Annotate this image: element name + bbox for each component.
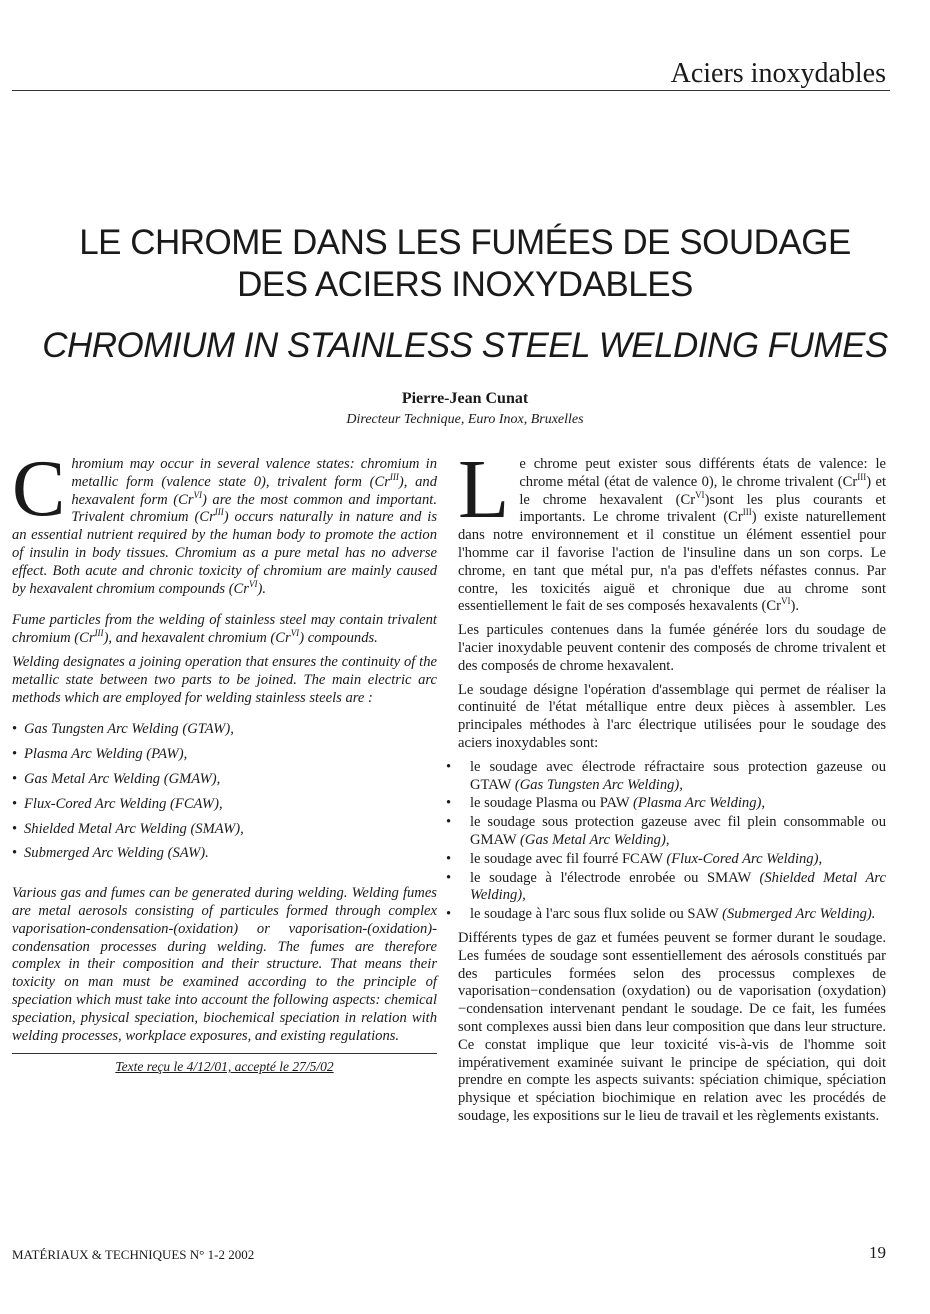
english-paragraph-1: Chromium may occur in several valence states: chromium in metallic form (valence state 0), trivalent form $(Cr^{III})$, and hexavalent form $(Cr^{VI})$ are the most common and important. Trivalent chromium $(Cr^{III})$ occurs naturally in nature and is an essential nutrient required by the human body to promote the action of insulin in body tissues. Chromium as a pure metal has no adverse effect. Both acute and chronic toxicity of chromium are mainly caused by hexavalent chromium compounds $(Cr^{VI})$. [12,445,437,597]
footer-journal: MATÉRIAUX & TECHNIQUES N° 1-2 2002 [12,1247,255,1262]
french-paragraph-1: Le chrome peut exister sous différents états de valence: le chrome métal (état de valence 0), le chrome trivalent $(Cr^{III})$ et le chrome hexavalent $(Cr^{VI})sont$ les plus courants et importants. Le chrome trivalent $(Cr^{III})$ existe naturellement dans notre environnement et il constitue un élément essentiel pour l'homme car il favorise l'action de l'insuline dans un son corps. Le chrome, en tant que métal pur, n'a pas d'effets néfastes connus. Par contre, les toxicités aiguë et chronique due au chrome sont essentiellement le fait de ses composés hexavalents $(Cr^{VI})$. [458,443,886,615]
welding-methods-list-fr [458,759,886,924]
list-item: • le soudage sous protection gazeuse avec fil plein consommable ou GMAW (Gas Metal Arc Welding), [458,814,886,850]
drop-cap: C [12,445,66,533]
list-item: • Gas Metal Arc Welding (GMAW), [12,771,437,789]
english-paragraph-2: Fume particles from the welding of stainless steel may contain trivalent chromium $(Cr^{III})$, and hexavalent chromium $(Cr^{VI})$ compounds. [12,612,437,647]
french-paragraph-3: Le soudage désigne l'opération d'assemblage qui permet de réaliser la continuité de l'état métallique entre deux pièces à assembler. Les principales méthodes à l'arc électrique utilisées pour le soudage des aciers inoxydables sont: [458,681,886,751]
english-paragraph-3: Welding designates a joining operation that ensures the continuity of the metallic state between two parts to be joined. The main electric arc methods which are employed for welding stainless steels are : [12,653,437,706]
title-english: CHROMIUM IN STAINLESS STEEL WELDING FUMES [42,326,888,365]
french-paragraph-4: Différents types de gaz et fumées peuvent se former durant le soudage. Les fumées de soudage sont essentiellement des aérosols constitués par des particules formées selon des processus complexes de vaporisation−condensation (oxydation) ou de vaporisation (oxydation)−condensation intervenant pendant le soudage. De ce fait, les fumées sont complexes aussi bien dans leur composition que dans leur structure. Ce constat implique que leur toxicité vis-à-vis de l'homme soit impérativement examinée suivant le principe de spéciation, qui doit prendre en compte les aspects suivants: spéciation chimique, spéciation physique et spéciation biochimique en relation avec les procédés de soudage, les expositions sur le lieu de travail et les règlements existants. [458,929,886,1124]
title-french [0,222,930,306]
list-item: • le soudage à l'arc sous flux solide ou SAW (Submerged Arc Welding). [458,906,886,924]
author-name: Pierre-Jean Cunat [401,390,529,407]
title-french-line-1: LE CHROME DANS LES FUMÉES DE SOUDAGE [79,223,851,262]
list-item: • le soudage avec électrode réfractaire sous protection gazeuse ou GTAW (Gas Tungsten Arc Welding), [458,759,886,795]
french-column [458,443,886,1132]
list-item: • Gas Tungsten Arc Welding (GTAW), [12,721,437,739]
list-item: • Submerged Arc Welding (SAW). [12,845,437,863]
received-date: Texte reçu le 4/12/01, accepté le 27/5/02 [12,1053,437,1076]
english-column [12,445,437,1076]
title-french-line-2: DES ACIERS INOXYDABLES [237,265,693,304]
section-label: Aciers inoxydables [670,58,886,89]
list-item: • Plasma Arc Welding (PAW), [12,746,437,764]
list-item: • Flux-Cored Arc Welding (FCAW), [12,796,437,814]
header-rule [12,90,890,91]
list-item: • Shielded Metal Arc Welding (SMAW), [12,821,437,839]
list-item: • le soudage Plasma ou PAW (Plasma Arc Welding), [458,795,886,813]
welding-methods-list-en [12,721,437,863]
drop-cap: L [458,443,510,536]
author-affiliation: Directeur Technique, Euro Inox, Bruxelles [346,412,584,427]
english-paragraph-4: Various gas and fumes can be generated during welding. Welding fumes are metal aerosols consisting of particules formed through complex vaporisation-condensation-(oxidation) or vaporisation-(oxidation)-condensation processes during welding. The fumes are therefore complex in their composition and their structure. That means their toxicity on man must be examined according to the principle of speciation which must take into account the following aspects: chemical speciation, physical speciation, biochemical speciation in relation with welding processes, workplace exposures, and existing regulations. [12,885,437,1044]
french-paragraph-2: Les particules contenues dans la fumée générée lors du soudage de l'acier inoxydable peuvent contenir des composés de chrome trivalent et des composés de chrome hexavalent. [458,622,886,674]
list-item: • le soudage avec fil fourré FCAW (Flux-Cored Arc Welding), [458,851,886,869]
list-item: • le soudage à l'électrode enrobée ou SMAW (Shielded Metal Arc Welding), [458,870,886,906]
page-number: 19 [869,1243,886,1262]
